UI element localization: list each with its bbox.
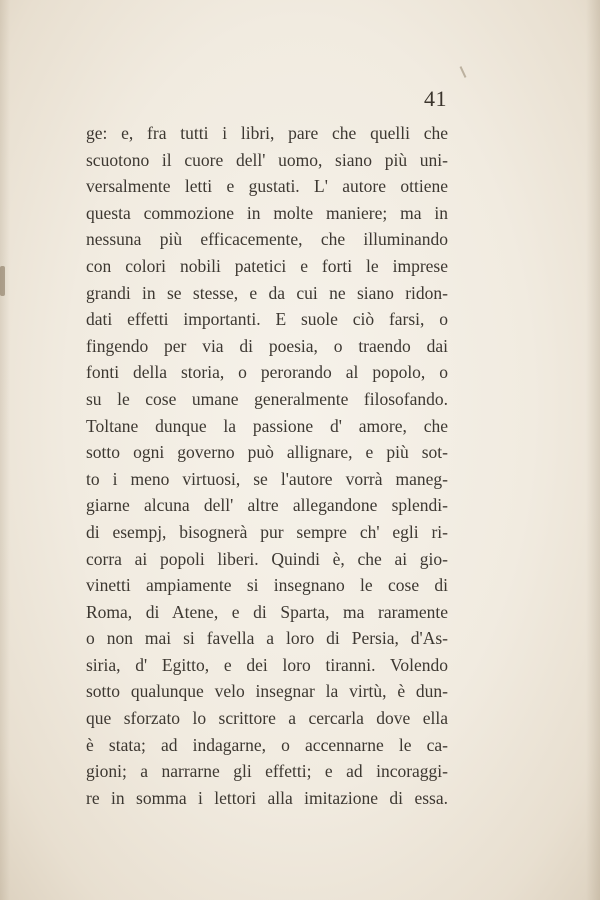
paper-blemish bbox=[0, 266, 5, 296]
text-line: re in somma i lettori alla imitazione di essa. bbox=[86, 787, 448, 808]
text-line: Toltane dunque la passione d' amore, che bbox=[86, 415, 448, 436]
text-line: versalmente letti e gustati. L' autore ottiene bbox=[86, 176, 448, 197]
text-line: corra ai popoli liberi. Quindi è, che ai gio- bbox=[86, 548, 448, 569]
text-line: to i meno virtuosi, se l'autore vorrà maneg- bbox=[86, 468, 448, 489]
paper-blemish bbox=[460, 66, 467, 78]
text-line: gioni; a narrarne gli effetti; e ad incoraggi- bbox=[86, 761, 448, 782]
text-line: vinetti ampiamente si insegnano le cose di bbox=[86, 575, 448, 596]
text-line: grandi in se stesse, e da cui ne siano ridon- bbox=[86, 282, 448, 303]
text-line: dati effetti importanti. E suole ciò farsi, o bbox=[86, 309, 448, 330]
text-line: sotto ogni governo può allignare, e più sot- bbox=[86, 442, 448, 463]
text-line: nessuna più efficacemente, che illuminando bbox=[86, 229, 448, 250]
text-line: Roma, di Atene, e di Sparta, ma raramente bbox=[86, 601, 448, 622]
text-line: ge: e, fra tutti i libri, pare che quelli che bbox=[86, 123, 448, 143]
text-line: con colori nobili patetici e forti le imprese bbox=[86, 255, 448, 276]
text-line: o non mai si favella a loro di Persia, d'As- bbox=[86, 628, 448, 649]
text-line: que sforzato lo scrittore a cercarla dove ella bbox=[86, 708, 448, 729]
text-line: è stata; ad indagarne, o accennarne le ca- bbox=[86, 734, 448, 755]
text-line: di esempj, bisognerà pur sempre ch' egli ri- bbox=[86, 521, 448, 542]
text-line: scuotono il cuore dell' uomo, siano più uni- bbox=[86, 149, 448, 170]
text-line: giarne alcuna dell' altre allegandone splendi- bbox=[86, 495, 448, 516]
text-line: su le cose umane generalmente filosofando. bbox=[86, 388, 448, 409]
text-line: siria, d' Egitto, e dei loro tiranni. Volendo bbox=[86, 654, 448, 675]
body-text bbox=[86, 120, 448, 811]
text-line: fonti della storia, o perorando al popolo, o bbox=[86, 362, 448, 383]
text-line: sotto qualunque velo insegnar la virtù, è dun- bbox=[86, 681, 448, 702]
text-line: fingendo per via di poesia, o traendo dai bbox=[86, 335, 448, 356]
page-number: 41 bbox=[424, 86, 447, 111]
text-line: questa commozione in molte maniere; ma in bbox=[86, 202, 448, 223]
